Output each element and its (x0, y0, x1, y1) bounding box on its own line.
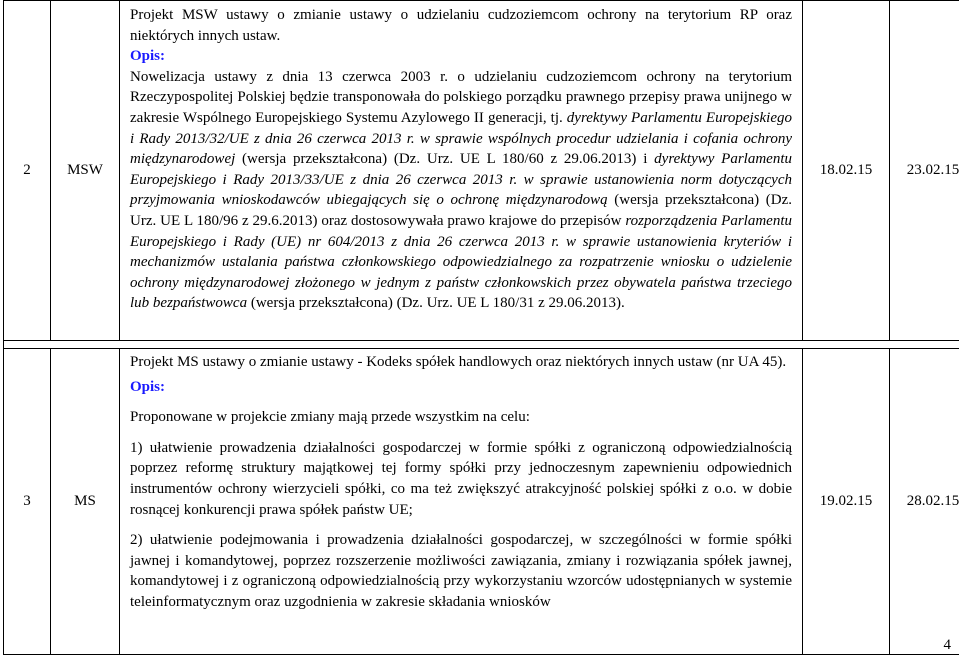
desc-segment: (wersja przekształcona) (Dz. Urz. UE L 180/31 z 29.06.2013). (247, 295, 625, 312)
row-number: 2 (4, 1, 51, 341)
desc-segment: (wersja przekształcona) (Dz. Urz. UE L 180/96 z 29.6.2013) oraz dostosowywała prawo krajowe do przepisów (130, 192, 792, 229)
desc-segment-italic: dyrektywy Parlamentu Europejskiego i Rady 2013/32/UE z dnia 26 czerwca 2013 r. w sprawie wspólnych procedur udzielania i cofania ochrony międzynarodowej (130, 109, 792, 168)
project-title: Projekt MS ustawy o zmianie ustawy - Kodeks spółek handlowych oraz niektórych innych ustaw (nr UA 45). (130, 354, 787, 370)
page-number: 4 (943, 637, 951, 653)
date-from: 18.02.15 (803, 1, 890, 341)
project-title: Projekt MSW ustawy o zmianie ustawy o udzielaniu cudzoziemcom ochrony na terytorium RP oraz niektórych innych ustaw. (130, 7, 792, 44)
point-1: 1) ułatwienie prowadzenia działalności gospodarczej w formie spółki z ograniczoną odpowiedzialnością poprzez reformę struktury majątkowej tej formy spółki przy jednoczesnym zapewnieniu odpowiednich instrumentów ochrony wierzycieli spółki, co ma też zwiększyć atrakcyjność polskiej spółki z o.o. w dobie rosnącej konkurencji prawa spółek państw UE; (130, 439, 792, 518)
desc-segment-italic: rozporządzenia Parlamentu Europejskiego i Rady (UE) nr 604/2013 z dnia 26 czerwca 2013 r. w sprawie ustanowienia kryteriów i mechanizmów ustalania państwa członkowskiego odpowiedzialnego za rozpatrzenie wniosku o udzielenie ochrony międzynarodowej złożonego w jednym z państw członkowskich przez obywatela państwa trzeciego lub bezpaństwowca (130, 212, 792, 312)
point-2: 2) ułatwienie podejmowania i prowadzenia działalności gospodarczej, w szczególności w formie spółki jawnej i komandytowej, poprzez rozszerzenie możliwości zawiązania, zmiany i rozwiązania spółek jawnej, komandytowej i z ograniczoną odpowiedzialnością przy wykorzystaniu wzorców udostępnianych w systemie teleinformatycznym oraz uzgodnienia w zakresie składania wniosków (130, 532, 792, 610)
desc-segment-italic: dyrektywy Parlamentu Europejskiego i Rady 2013/33/UE z dnia 26 czerwca 2013 r. w sprawie ustanowienia norm dotyczących przyjmowania wnioskodawców ubiegających się o ochronę międzynarodową (130, 151, 793, 209)
table-row (4, 1, 959, 341)
row-content (120, 1, 803, 341)
project-description (130, 67, 792, 314)
desc-segment: Nowelizacja ustawy z dnia 13 czerwca 2003 r. o udzielaniu cudzoziemcom ochrony na terytorium Rzeczypospolitej Polskiej będzie transponowała do polskiego porządku prawnego przepisy prawa unijnego w zakresie Wspólnego Europejskiego Systemu Azylowego II generacji, tj. (130, 68, 792, 126)
date-to: 28.02.15 (890, 349, 959, 655)
row-gap (4, 341, 959, 349)
table-row (4, 349, 959, 655)
document-table (3, 0, 959, 655)
row-number: 3 (4, 349, 51, 655)
opis-label: Opis: (130, 378, 166, 395)
ministry-abbr: MSW (51, 1, 120, 341)
intro-text: Proponowane w projekcie zmiany mają przede wszystkim na celu: (130, 409, 530, 426)
ministry-abbr: MS (51, 349, 120, 655)
date-to: 23.02.15 (890, 1, 959, 341)
opis-label: Opis: (130, 48, 166, 65)
row-content (120, 349, 803, 655)
date-from: 19.02.15 (803, 349, 890, 655)
desc-segment: (wersja przekształcona) (Dz. Urz. UE L 180/60 z 29.06.2013) i (235, 151, 655, 168)
